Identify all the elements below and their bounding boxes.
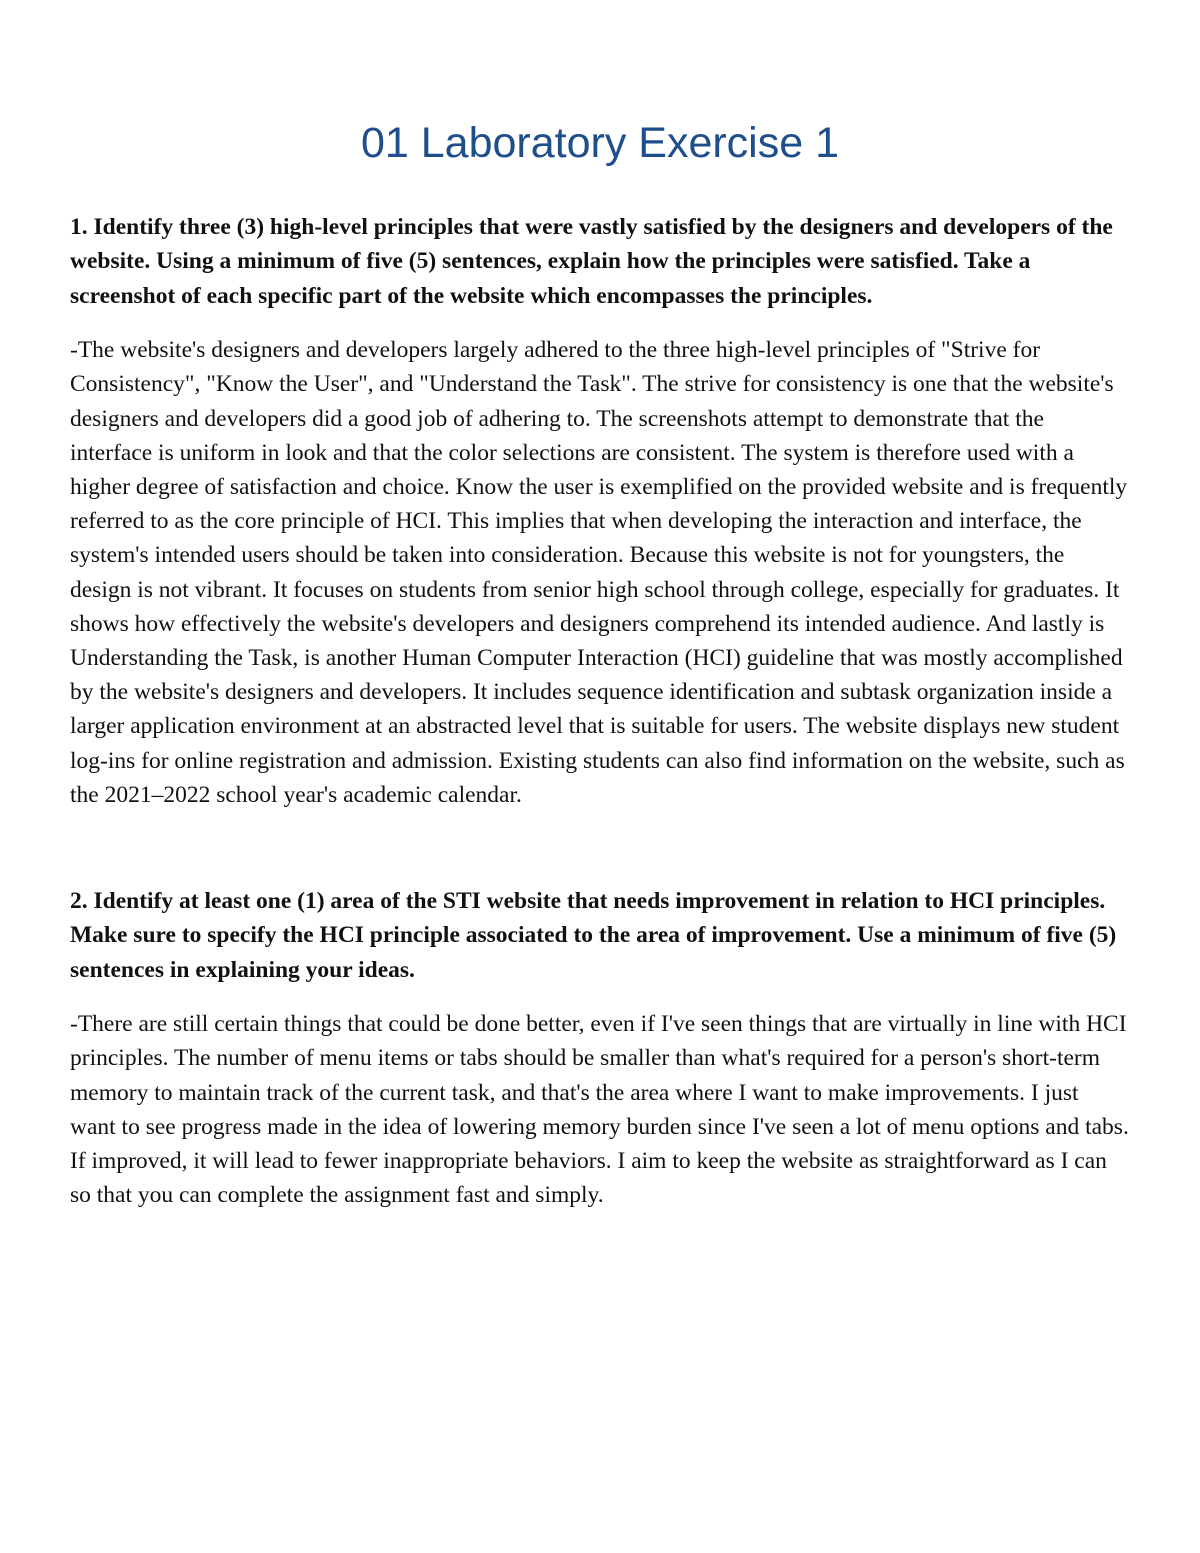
question-1: 1. Identify three (3) high-level principles that were vastly satisfied by the designers and developers of the website. Using a minimum of five (5) sentences, explain how the principles were satisfied. Take a screenshot of each specific part of the website which encompasses the principles. bbox=[70, 214, 1113, 309]
answer-2: -There are still certain things that could be done better, even if I've seen things that are virtually in line with HCI principles. The number of menu items or tabs should be smaller than what's required for a person's short-term memory to maintain track of the current task, and that's the area where I want to make improvements. I just want to see progress made in the idea of lowering memory burden since I've seen a lot of menu options and tabs. If improved, it will lead to fewer inappropriate behaviors. I aim to keep the website as straightforward as I can so that you can complete the assignment fast and simply. bbox=[70, 1011, 1129, 1209]
question-2: 2. Identify at least one (1) area of the STI website that needs improvement in relation to HCI principles. Make sure to specify the HCI principle associated to the area of improvement. Use a minimum of five (5) sentences in explaining your ideas. bbox=[70, 888, 1117, 983]
document-title: 01 Laboratory Exercise 1 bbox=[360, 119, 840, 167]
answer-1: -The website's designers and developers largely adhered to the three high-level principles of "Strive for Consistency", "Know the User", and "Understand the Task". The strive for consistency is one that the website's designers and developers did a good job of adhering to. The screenshots attempt to demonstrate that the interface is uniform in look and that the color selections are consistent. The system is therefore used with a higher degree of satisfaction and choice. Know the user is exemplified on the provided website and is frequently referred to as the core principle of HCI. This implies that when developing the interaction and interface, the system's intended users should be taken into consideration. Because this website is not for youngsters, the design is not vibrant. It focuses on students from senior high school through college, especially for graduates. It shows how effectively the website's developers and designers comprehend its intended audience. And lastly is Understanding the Task, is another Human Computer Interaction (HCI) guideline that was mostly accomplished by the website's designers and developers. It includes sequence identification and subtask organization inside a larger application environment at an abstracted level that is suitable for users. The website displays new student log-ins for online registration and admission. Existing students can also find information on the website, such as the 2021–2022 school year's academic calendar. bbox=[70, 337, 1128, 808]
